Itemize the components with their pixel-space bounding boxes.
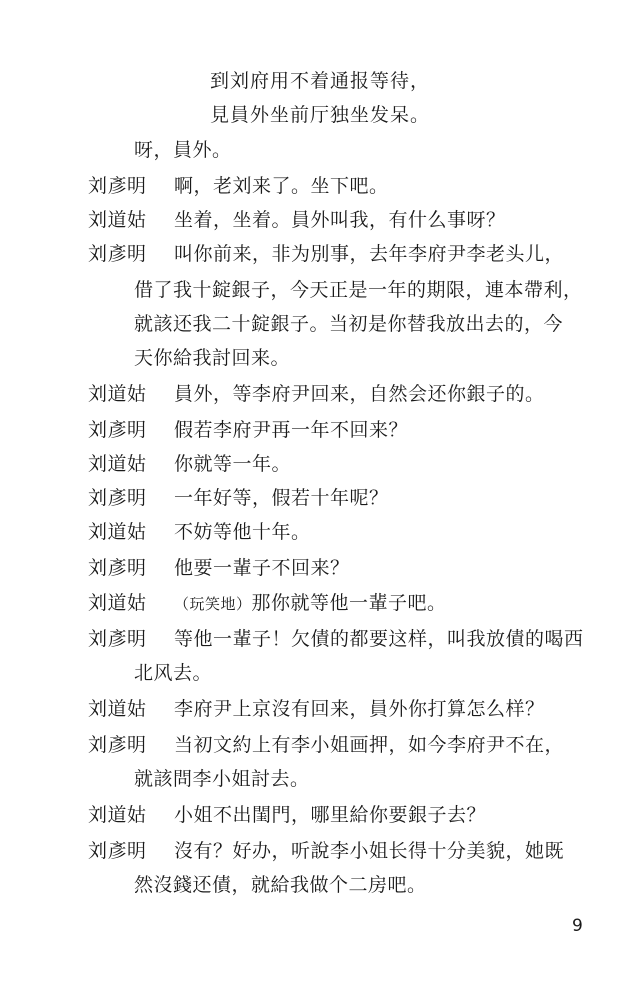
dialogue-text: 天你給我討回来。 — [134, 347, 291, 369]
speaker-name: 刘彥明 — [88, 734, 147, 756]
dialogue-text: 員外，等李府尹回来，自然会还你銀子的。 — [174, 383, 545, 405]
dialogue-text: 小姐不出閨門，哪里給你要銀子去？ — [174, 804, 487, 826]
dialogue-text: 一年好等，假若十年呢？ — [174, 487, 389, 509]
speaker-name: 刘彥明 — [88, 175, 147, 197]
speaker-name: 刘道姑 — [88, 804, 147, 826]
speaker-name: 刘彥明 — [88, 628, 147, 650]
speaker-name: 刘道姑 — [88, 453, 147, 475]
dialogue-text: 假若李府尹再一年不回来？ — [174, 419, 409, 441]
speaker-name: 刘道姑 — [88, 592, 147, 614]
speaker-name: 刘彥明 — [88, 557, 147, 579]
stage-direction-line-1: 到刘府用不着通报等待， — [209, 70, 430, 92]
dialogue-text: 等他一輩子！欠債的都要这样，叫我放債的喝西 — [174, 628, 584, 650]
dialogue-text: 你就等一年。 — [174, 453, 292, 475]
stage-direction-line-2: 見員外坐前厅独坐发呆。 — [209, 104, 430, 126]
speaker-name: 刘道姑 — [88, 209, 147, 231]
dialogue-text: 然沒錢还債，就給我做个二房吧。 — [134, 874, 427, 896]
dialogue-text: 就該还我二十錠銀子。当初是你替我放出去的，今 — [134, 313, 564, 335]
speaker-name: 刘道姑 — [88, 521, 147, 543]
dialogue-text: 借了我十錠銀子，今天正是一年的期限，連本帶利， — [134, 279, 583, 301]
dialogue-text: 那你就等他一輩子吧。 — [251, 592, 447, 614]
dialogue-text: 叫你前来，非为別事，去年李府尹李老头儿， — [174, 243, 565, 265]
dialogue-text: 北风去。 — [134, 662, 213, 684]
dialogue-text: 呀，員外。 — [134, 139, 232, 161]
speaker-name: 刘彥明 — [88, 840, 147, 862]
dialogue-text: 沒有？好办，听說李小姐长得十分美貌，她既 — [174, 840, 565, 862]
dialogue-text: 不妨等他十年。 — [174, 521, 311, 543]
speaker-name: 刘彥明 — [88, 419, 147, 441]
speaker-name: 刘彥明 — [88, 487, 147, 509]
dialogue-text: 他要一輩子不回来？ — [174, 557, 350, 579]
page-number: 9 — [572, 916, 583, 936]
dialogue-text: 当初文約上有李小姐画押，如今李府尹不在， — [174, 734, 565, 756]
dialogue-text: 就該問李小姐討去。 — [134, 768, 310, 790]
speaker-name: 刘道姑 — [88, 698, 147, 720]
speaker-name: 刘彥明 — [88, 243, 147, 265]
speaker-name: 刘道姑 — [88, 383, 147, 405]
dialogue-text: 啊，老刘来了。坐下吧。 — [174, 175, 389, 197]
dialogue-text: 李府尹上京沒有回来，員外你打算怎么样？ — [174, 698, 545, 720]
stage-note: （玩笑地） — [174, 595, 252, 613]
dialogue-text: 坐着，坐着。員外叫我，有什么事呀？ — [174, 209, 506, 231]
